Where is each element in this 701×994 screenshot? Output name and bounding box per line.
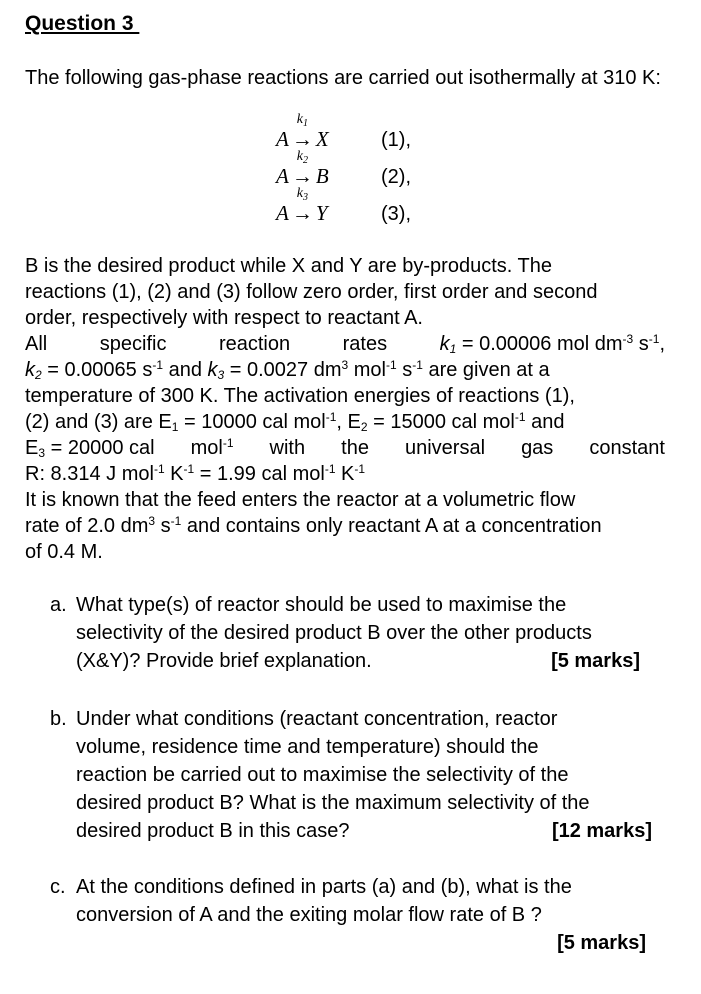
problem-paragraph <box>25 253 665 565</box>
part-c-line-1: At the conditions defined in parts (a) and (b), what is the <box>76 876 572 898</box>
para-line-10: It is known that the feed enters the reactor at a volumetric flow <box>25 489 576 511</box>
para-line-6: temperature of 300 K. The activation energies of reactions (1), <box>25 385 575 407</box>
part-c-marks: [5 marks] <box>557 932 646 954</box>
part-b-line-5: desired product B in this case? <box>76 820 350 842</box>
part-a-line-2: selectivity of the desired product B over the other products <box>76 622 592 644</box>
part-a-line-1: What type(s) of reactor should be used to maximise the <box>76 594 567 616</box>
part-c-line-2: conversion of A and the exiting molar flow rate of B ? <box>76 904 542 926</box>
part-c-label: c. <box>50 876 66 898</box>
part-c <box>50 873 665 957</box>
question-title: Question 3 <box>25 12 140 35</box>
part-b <box>50 705 665 845</box>
para-line-2: reactions (1), (2) and (3) follow zero order, first order and second <box>25 281 598 303</box>
reaction-1: A $k_1$ → X <box>276 112 329 151</box>
part-a-label: a. <box>50 594 67 616</box>
para-line-11: rate of 2.0 $dm^3$ $s^{-1}$ and contains only reactant A at a concentration <box>25 514 602 537</box>
para-line-1: B is the desired product while X and Y are by-products. The <box>25 255 552 277</box>
part-b-line-2: volume, residence time and temperature) should the <box>76 736 539 758</box>
para-line-4: All specific reaction rates $k_1 = 0.00006$ mol $dm^{-3}$ $s^{-1}$, <box>25 332 665 356</box>
part-a-line-3: (X&Y)? Provide brief explanation. <box>76 650 372 672</box>
reaction-2: A $k_2$ → B <box>276 149 329 188</box>
part-b-label: b. <box>50 708 67 730</box>
reaction-3: A $k_3$ → Y <box>276 186 328 225</box>
part-a <box>50 591 665 675</box>
reaction-2-number: (2), <box>381 166 411 188</box>
para-line-5: $k_2 = 0.00065$ $s^{-1}$ and $k_3 = 0.0027$ $dm^3$ mol$^{-1}$ $s^{-1}$ are given at a <box>25 358 550 382</box>
part-b-line-1: Under what conditions (reactant concentration, reactor <box>76 708 558 730</box>
reaction-3-number: (3), <box>381 203 411 225</box>
part-b-marks: [12 marks] <box>551 820 652 842</box>
para-line-9: R: 8.314 J mol$^{-1}$ $K^{-1} = 1.99$ cal mol$^{-1}$ $K^{-1}$ <box>25 462 366 485</box>
part-b-line-3: reaction be carried out to maximise the selectivity of the <box>76 764 569 786</box>
para-line-3: order, respectively with respect to reactant A. <box>25 307 423 329</box>
reaction-1-number: (1), <box>381 129 411 151</box>
part-a-marks: [5 marks] <box>551 650 640 672</box>
intro-text: The following gas-phase reactions are carried out isothermally at 310 K: <box>25 67 661 89</box>
para-line-8: $E_3 = 20000$ cal mol$^{-1}$ with the universal gas constant <box>25 436 665 460</box>
part-b-line-4: desired product B? What is the maximum selectivity of the <box>76 792 590 814</box>
para-line-7: (2) and (3) are $E_1 = 10000$ cal mol$^{-1}$, $E_2 = 15000$ cal mol$^{-1}$ and <box>25 410 565 434</box>
para-line-12: of 0.4 M. <box>25 541 103 563</box>
